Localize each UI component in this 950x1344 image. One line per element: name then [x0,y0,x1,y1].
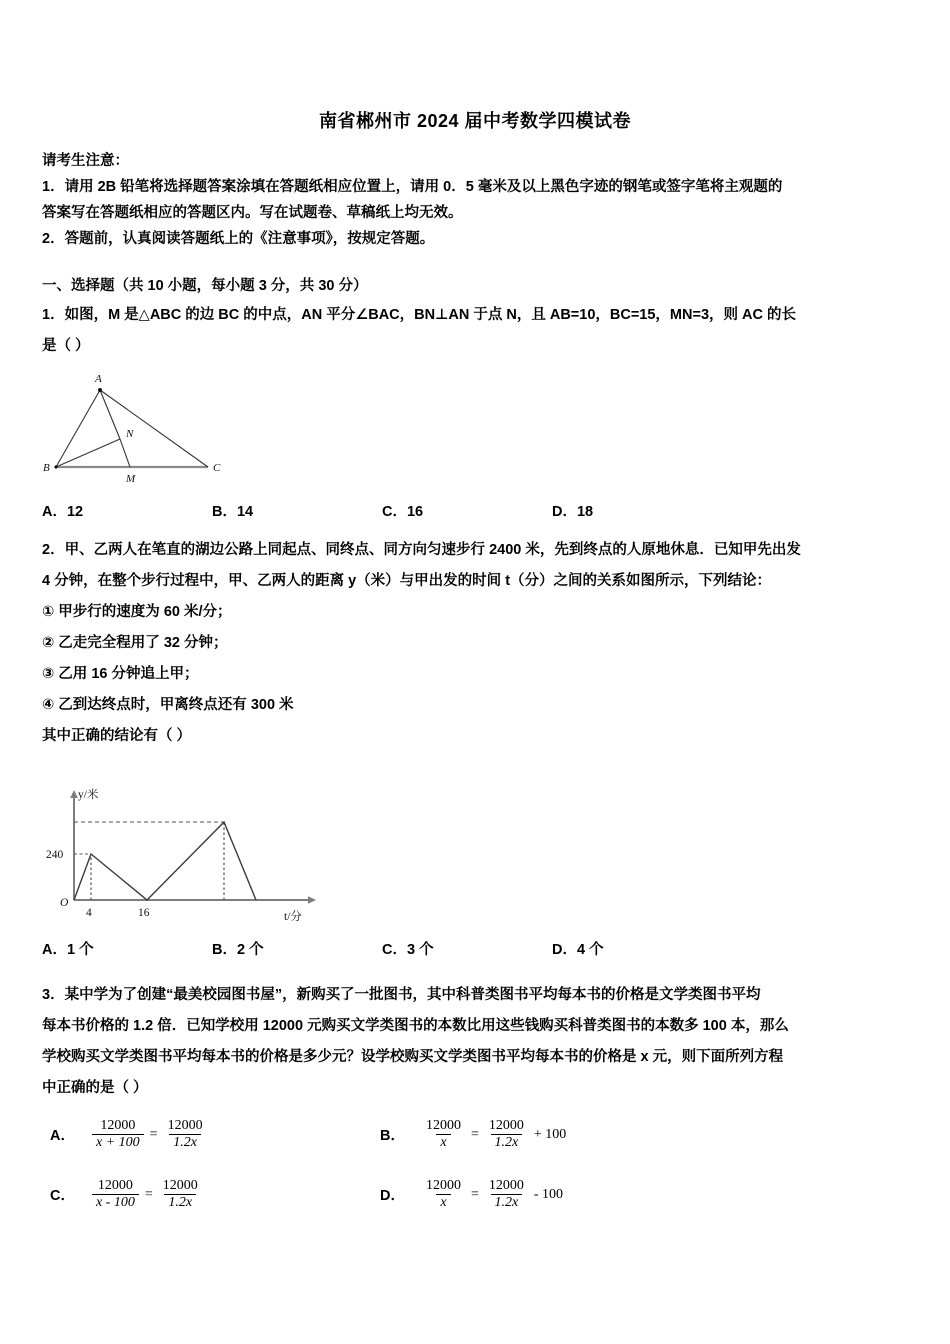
option-d-right-denominator: 1.2x [491,1194,523,1211]
option-a-label: A． [50,1128,75,1145]
x-tick-4: 4 [86,907,92,919]
label-N: N [126,428,134,440]
option-c-left-fraction [92,1178,139,1211]
option-a-left-denominator: x + 100 [92,1134,144,1151]
option-b-label: B． [212,504,237,520]
segment-BN [56,439,120,467]
question-1-option-c[interactable] [382,500,552,521]
option-b-right-numerator: 12000 [488,1118,524,1133]
notice-heading: 请考生注意： [42,153,129,169]
option-a-equals-sign: = [149,1126,158,1142]
question-2-options [42,938,742,959]
option-c-label: C． [382,942,407,958]
question-3-stem-line-1: 3．某中学为了创建“最美校园图书屋”，新购买了一批图书，其中科普类图书平均每本书的价格是文学类图书平均 [42,987,761,1003]
distance-time-series [74,822,256,900]
option-d-label: D． [552,504,577,520]
question-1-stem-line-2: 是（ ） [42,338,90,354]
option-d-value: 18 [576,504,594,520]
option-c-right-fraction [159,1178,202,1211]
question-2-distance-time-chart [46,782,346,927]
option-b-left-denominator: x [436,1134,450,1151]
option-b-value: 14 [236,504,254,520]
y-axis-label: y/米 [78,789,99,801]
x-axis-label: t/分 [284,911,302,923]
question-1-triangle-figure [42,366,292,494]
option-b-value: 2 个 [236,942,264,958]
option-c-label: C． [50,1188,75,1205]
option-d-equals-sign: = [470,1186,479,1202]
notice-line-3: 2．答题前，认真阅读答题纸上的《注意事项》，按规定答题。 [42,231,435,247]
option-b-left-numerator: 12000 [425,1118,461,1133]
option-d-left-denominator: x [436,1194,450,1211]
option-d-value: 4 个 [576,942,604,958]
option-d-right-fraction [485,1178,528,1211]
option-d-label: D． [380,1188,405,1205]
section-heading: 一、选择题（共 10 小题，每小题 3 分，共 30 分） [42,278,368,294]
option-d-left-numerator: 12000 [425,1178,461,1193]
question-2-stem [42,535,922,752]
vertex-dot-A [98,388,102,392]
question-2-conclusion-4: ④ 乙到达终点时，甲离终点还有 300 米 [42,697,294,713]
axis-origin-label: O [60,897,69,909]
option-b-equation [419,1118,566,1151]
option-d-equation [419,1178,563,1211]
x-axis-arrow [308,896,316,904]
question-3-option-a[interactable] [50,1118,210,1151]
question-2-option-a[interactable] [42,938,212,959]
y-axis-arrow [70,790,78,798]
option-b-left-fraction [422,1118,465,1151]
option-c-value: 3 个 [406,942,434,958]
notice-line-1: 1．请用 2B 铅笔将选择题答案涂填在答题纸相应位置上，请用 0．5 毫米及以上黑色字迹的钢笔或签字笔将主观题的 [42,179,783,195]
segment-NM [120,439,130,467]
option-a-left-numerator: 12000 [100,1118,136,1133]
question-1-option-a[interactable] [42,500,212,521]
option-a-label: A． [42,942,67,958]
y-tick-240: 240 [46,849,64,861]
question-3-stem [42,980,922,1104]
question-3-option-c[interactable] [50,1178,205,1211]
option-b-right-denominator: 1.2x [491,1134,523,1151]
option-b-tail: + 100 [533,1126,567,1142]
option-c-left-numerator: 12000 [97,1178,133,1193]
option-c-right-denominator: 1.2x [164,1194,196,1211]
notice-line-2: 答案写在答题纸相应的答题区内。写在试题卷、草稿纸上均无效。 [42,205,463,221]
x-tick-16: 16 [138,907,150,919]
question-1-options [42,500,742,521]
option-a-label: A． [42,504,67,520]
option-a-right-fraction [164,1118,207,1151]
option-a-right-denominator: 1.2x [169,1134,201,1151]
option-b-label: B． [212,942,237,958]
option-a-right-numerator: 12000 [167,1118,203,1133]
option-b-equals-sign: = [470,1126,479,1142]
label-B: B [43,462,50,474]
question-3-options [42,1118,902,1238]
label-C: C [213,462,221,474]
option-d-right-numerator: 12000 [488,1178,524,1193]
option-d-label: D． [552,942,577,958]
vertex-dot-B [54,465,57,468]
option-b-right-fraction [485,1118,528,1151]
question-2-option-b[interactable] [212,938,382,959]
label-A: A [95,373,102,385]
option-a-value: 12 [66,504,84,520]
segment-AB [56,390,100,467]
option-c-equals-sign: = [144,1186,153,1202]
question-3-option-b[interactable] [380,1118,566,1151]
question-3-stem-line-3: 学校购买文学类图书平均每本书的价格是多少元？设学校购买文学类图书平均每本书的价格是 x 元，则下面所列方程 [42,1049,784,1065]
question-2-stem-tail: 其中正确的结论有（ ） [42,728,192,744]
option-c-right-numerator: 12000 [162,1178,198,1193]
option-a-value: 1 个 [66,942,94,958]
question-3-stem-line-2: 每本书价格的 1.2 倍．已知学校用 12000 元购买文学类图书的本数比用这些钱购买科普类图书的本数多 100 本，那么 [42,1018,789,1034]
option-b-label: B． [380,1128,405,1145]
option-d-left-fraction [422,1178,465,1211]
question-2-conclusion-2: ② 乙走完全程用了 32 分钟； [42,635,228,651]
option-a-left-fraction [92,1118,144,1151]
question-3-option-d[interactable] [380,1178,563,1211]
label-M: M [126,473,136,485]
question-2-conclusion-3: ③ 乙用 16 分钟追上甲； [42,666,199,682]
question-1-option-b[interactable] [212,500,382,521]
question-2-stem-line-1: 2．甲、乙两人在笔直的湖边公路上同起点、同终点、同方向匀速步行 2400 米，先到终点的人原地休息．已知甲先出发 [42,542,801,558]
option-d-tail: - 100 [533,1186,564,1202]
option-c-equation [89,1178,205,1211]
option-c-left-denominator: x - 100 [92,1194,139,1211]
candidate-notice [42,148,908,252]
question-2-option-d[interactable] [552,938,722,959]
page-title: 南省郴州市 2024 届中考数学四模试卷 [318,111,632,131]
question-2-conclusion-1: ① 甲步行的速度为 60 米/分； [42,604,232,620]
question-2-stem-line-2: 4 分钟，在整个步行过程中，甲、乙两人的距离 y（米）与甲出发的时间 t（分）之间的关系如图所示，下列结论： [42,573,772,589]
option-a-equation [89,1118,210,1151]
question-1-stem-line-1: 1．如图，M 是△ABC 的边 BC 的中点，AN 平分∠BAC，BN⊥AN 于点 N，且 AB=10，BC=15，MN=3，则 AC 的长 [42,307,797,323]
question-2-option-c[interactable] [382,938,552,959]
option-c-value: 16 [406,504,424,520]
question-3-stem-line-4: 中正确的是（ ） [42,1080,148,1096]
option-c-label: C． [382,504,407,520]
question-1-stem [42,300,922,362]
question-1-option-d[interactable] [552,500,722,521]
